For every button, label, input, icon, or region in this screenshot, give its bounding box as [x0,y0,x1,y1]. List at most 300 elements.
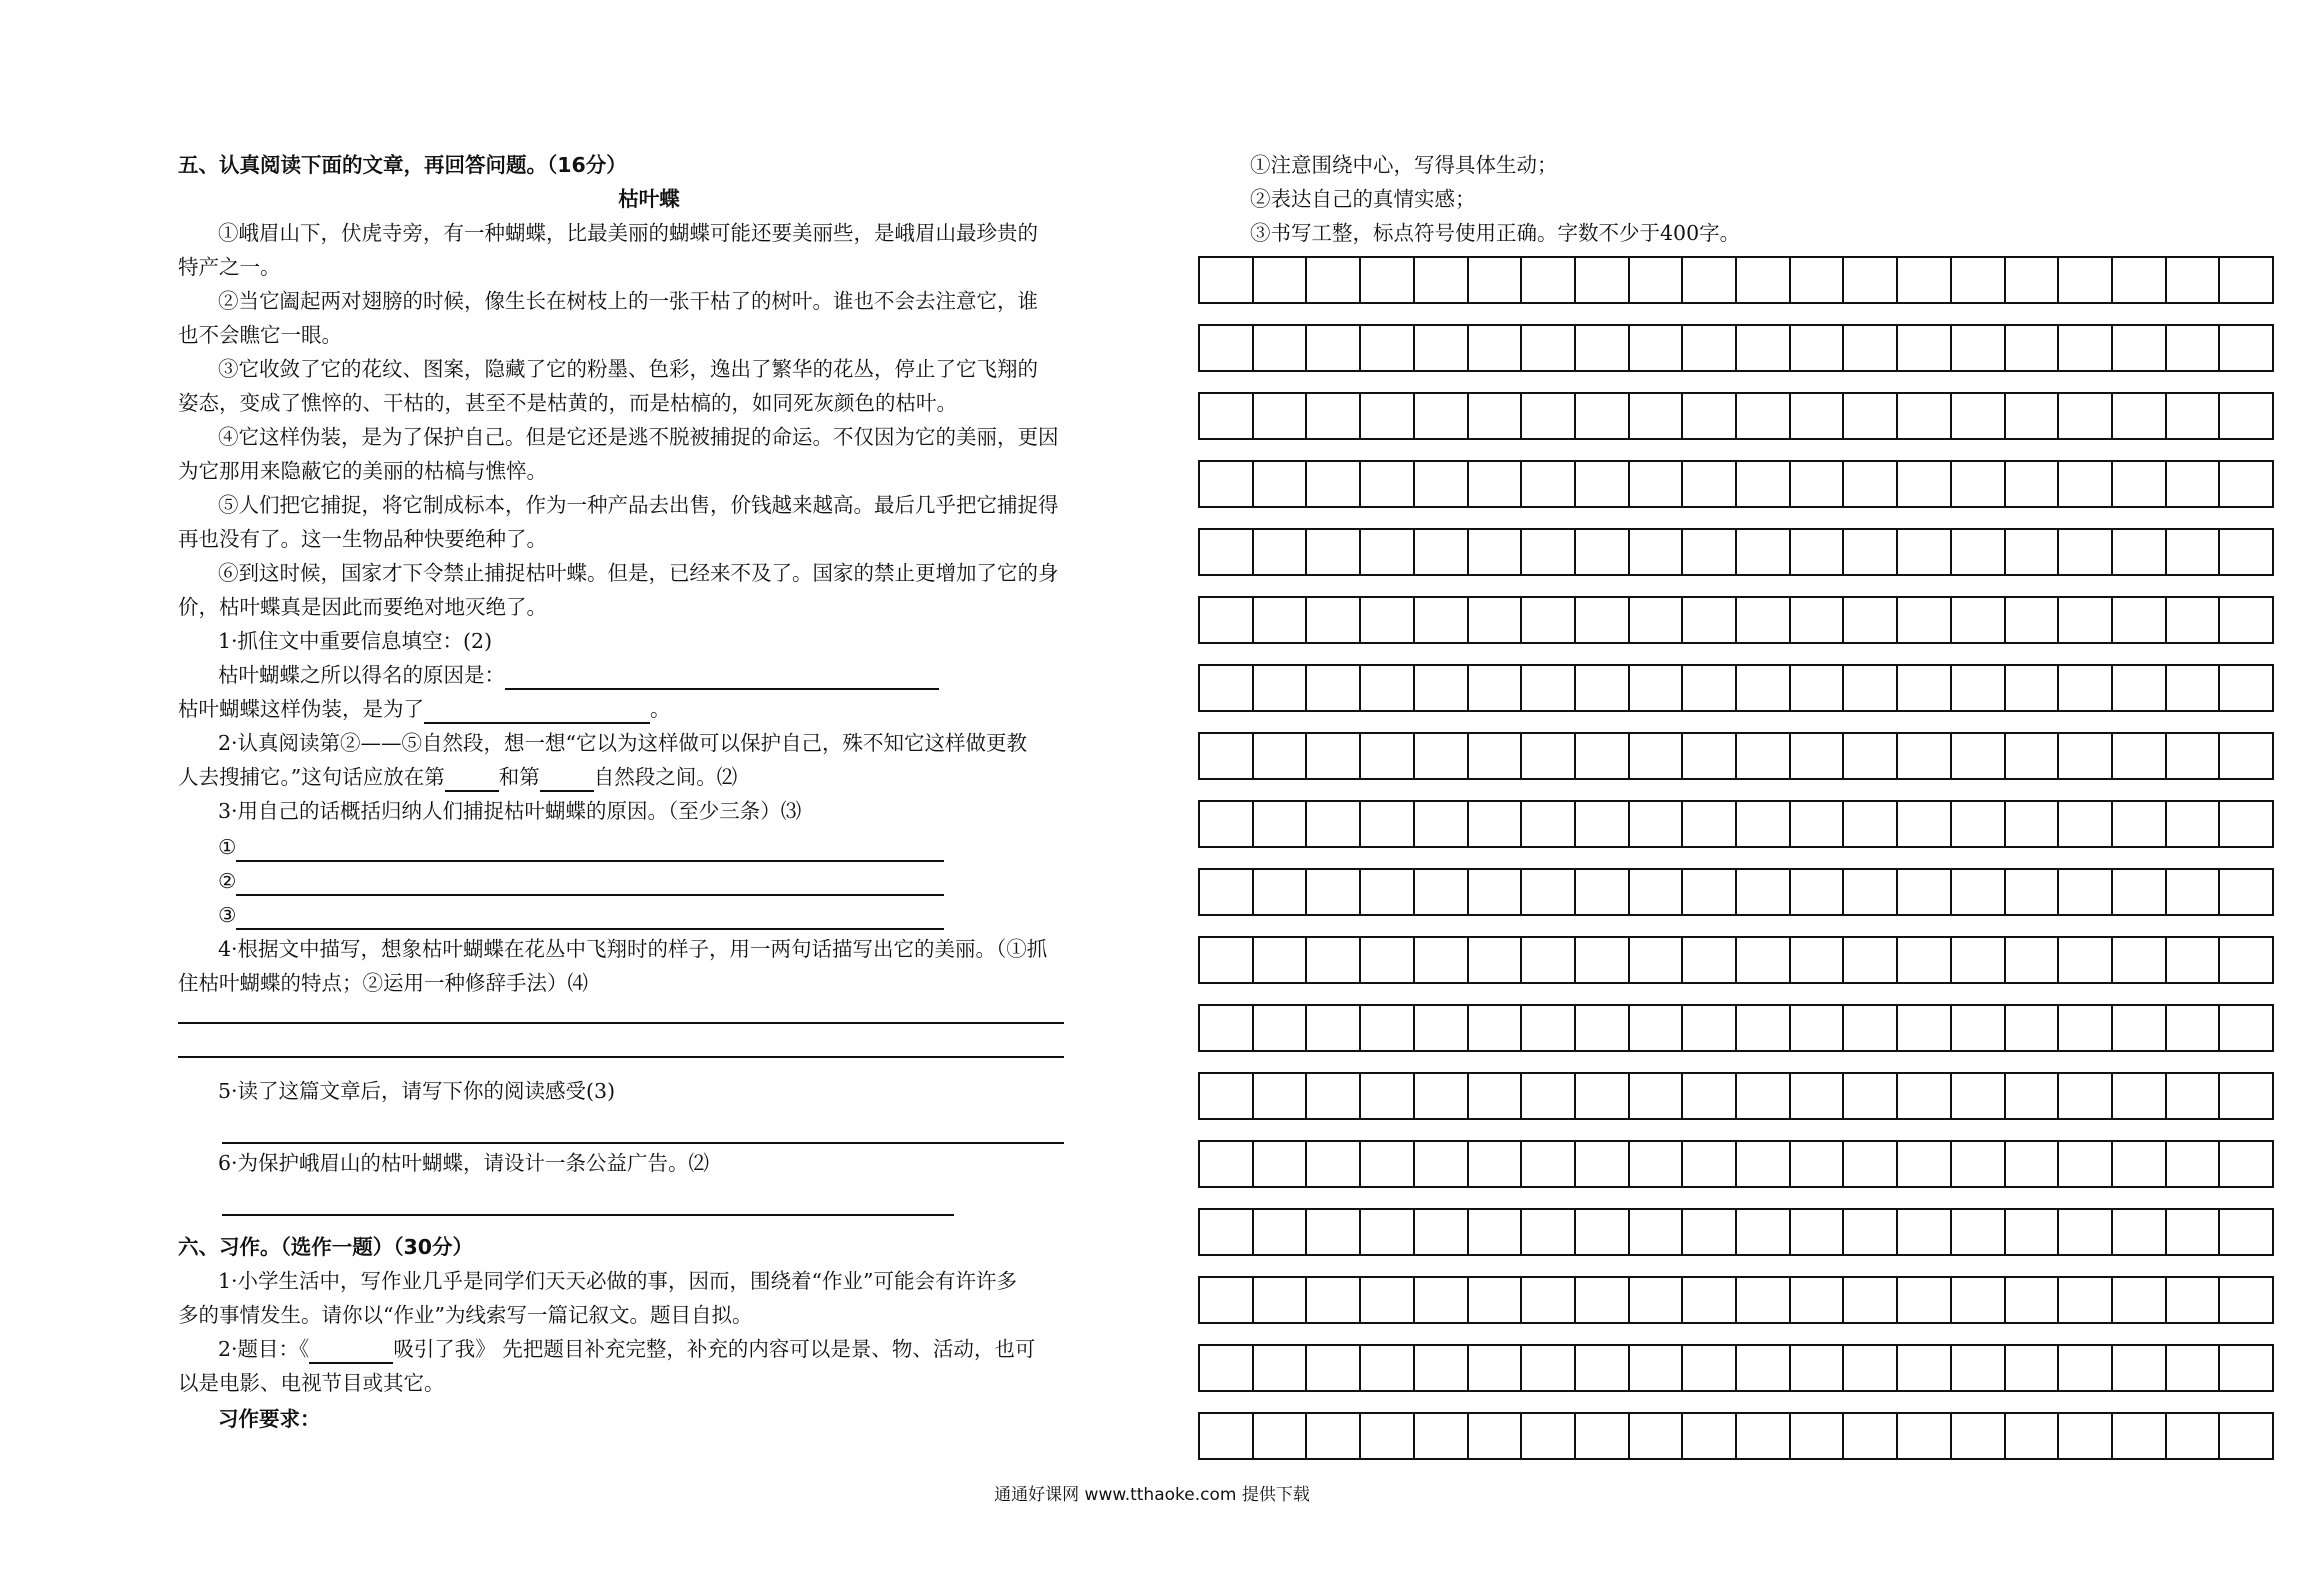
grid-cell[interactable] [1576,530,1630,574]
grid-cell[interactable] [1630,326,1684,370]
grid-cell[interactable] [1415,938,1469,982]
grid-cell[interactable] [1952,1074,2006,1118]
grid-cell[interactable] [2220,258,2272,302]
grid-cell[interactable] [1522,1346,1576,1390]
grid-cell[interactable] [1737,1006,1791,1050]
grid-cell[interactable] [2167,938,2221,982]
grid-cell[interactable] [2167,1278,2221,1322]
grid-cell[interactable] [1469,1210,1523,1254]
grid-cell[interactable] [1898,1346,1952,1390]
grid-cell[interactable] [1898,1074,1952,1118]
grid-cell[interactable] [1200,1006,1254,1050]
grid-cell[interactable] [1307,1142,1361,1186]
grid-cell[interactable] [1683,1346,1737,1390]
grid-cell[interactable] [2113,1346,2167,1390]
grid-cell[interactable] [1630,938,1684,982]
grid-cell[interactable] [1737,598,1791,642]
grid-cell[interactable] [1576,1346,1630,1390]
grid-cell[interactable] [1307,258,1361,302]
grid-cell[interactable] [2167,462,2221,506]
answer-blank[interactable] [445,768,499,792]
grid-cell[interactable] [2059,394,2113,438]
grid-cell[interactable] [1307,1074,1361,1118]
grid-cell[interactable] [1844,598,1898,642]
grid-cell[interactable] [1737,1278,1791,1322]
grid-cell[interactable] [1898,394,1952,438]
grid-cell[interactable] [1361,462,1415,506]
grid-cell[interactable] [2113,1006,2167,1050]
grid-cell[interactable] [1307,938,1361,982]
grid-cell[interactable] [2006,734,2060,778]
grid-cell[interactable] [2006,598,2060,642]
grid-cell[interactable] [1844,530,1898,574]
grid-cell[interactable] [2006,1006,2060,1050]
grid-cell[interactable] [2167,1414,2221,1458]
grid-cell[interactable] [1576,1278,1630,1322]
grid-cell[interactable] [1469,394,1523,438]
grid-cell[interactable] [2006,870,2060,914]
grid-cell[interactable] [1254,1142,1308,1186]
grid-cell[interactable] [1844,326,1898,370]
grid-cell[interactable] [1254,802,1308,846]
grid-cell[interactable] [1522,1142,1576,1186]
grid-cell[interactable] [1898,1414,1952,1458]
grid-cell[interactable] [1952,394,2006,438]
grid-cell[interactable] [1200,1142,1254,1186]
grid-cell[interactable] [1737,938,1791,982]
grid-cell[interactable] [1683,1414,1737,1458]
grid-cell[interactable] [1898,1278,1952,1322]
grid-cell[interactable] [1307,1210,1361,1254]
grid-cell[interactable] [1415,258,1469,302]
grid-cell[interactable] [2059,734,2113,778]
grid-cell[interactable] [1469,666,1523,710]
grid-cell[interactable] [1522,530,1576,574]
grid-cell[interactable] [1469,326,1523,370]
grid-cell[interactable] [1522,462,1576,506]
grid-cell[interactable] [1791,258,1845,302]
grid-cell[interactable] [1576,938,1630,982]
grid-cell[interactable] [1522,1278,1576,1322]
grid-cell[interactable] [2113,870,2167,914]
grid-cell[interactable] [2113,734,2167,778]
grid-cell[interactable] [1254,598,1308,642]
grid-cell[interactable] [1737,1142,1791,1186]
grid-cell[interactable] [1737,734,1791,778]
grid-cell[interactable] [2113,1278,2167,1322]
grid-cell[interactable] [1630,1074,1684,1118]
grid-cell[interactable] [1683,802,1737,846]
grid-cell[interactable] [2220,598,2272,642]
grid-cell[interactable] [1898,802,1952,846]
grid-cell[interactable] [2006,1074,2060,1118]
grid-cell[interactable] [2006,802,2060,846]
grid-cell[interactable] [1844,870,1898,914]
grid-cell[interactable] [1307,870,1361,914]
grid-cell[interactable] [1200,666,1254,710]
grid-cell[interactable] [2167,734,2221,778]
grid-cell[interactable] [1576,394,1630,438]
grid-cell[interactable] [1361,1414,1415,1458]
grid-cell[interactable] [1254,870,1308,914]
grid-cell[interactable] [2167,1006,2221,1050]
grid-cell[interactable] [1683,1142,1737,1186]
grid-cell[interactable] [1683,870,1737,914]
grid-cell[interactable] [1576,598,1630,642]
grid-cell[interactable] [1737,802,1791,846]
answer-line[interactable] [178,1056,1064,1058]
grid-cell[interactable] [1307,1006,1361,1050]
grid-cell[interactable] [1254,1414,1308,1458]
grid-cell[interactable] [1791,870,1845,914]
answer-blank[interactable] [540,768,594,792]
grid-cell[interactable] [1683,1006,1737,1050]
grid-cell[interactable] [1469,1142,1523,1186]
grid-cell[interactable] [1307,598,1361,642]
grid-cell[interactable] [1791,1210,1845,1254]
grid-cell[interactable] [1844,1074,1898,1118]
grid-cell[interactable] [1469,1006,1523,1050]
grid-cell[interactable] [1200,802,1254,846]
grid-cell[interactable] [2006,666,2060,710]
grid-cell[interactable] [1952,258,2006,302]
grid-cell[interactable] [2113,1074,2167,1118]
grid-cell[interactable] [1307,530,1361,574]
grid-cell[interactable] [1630,1414,1684,1458]
grid-cell[interactable] [2113,1210,2167,1254]
grid-cell[interactable] [1361,1074,1415,1118]
grid-cell[interactable] [1952,938,2006,982]
grid-cell[interactable] [2167,1074,2221,1118]
grid-cell[interactable] [1683,598,1737,642]
grid-cell[interactable] [2006,938,2060,982]
grid-cell[interactable] [2113,598,2167,642]
grid-cell[interactable] [1415,394,1469,438]
grid-cell[interactable] [2006,394,2060,438]
grid-cell[interactable] [1683,462,1737,506]
grid-cell[interactable] [1415,870,1469,914]
grid-cell[interactable] [1737,326,1791,370]
grid-cell[interactable] [2167,394,2221,438]
grid-cell[interactable] [1254,1278,1308,1322]
grid-cell[interactable] [1522,1210,1576,1254]
grid-cell[interactable] [1522,326,1576,370]
grid-cell[interactable] [1737,1414,1791,1458]
grid-cell[interactable] [2113,326,2167,370]
grid-cell[interactable] [1576,1414,1630,1458]
grid-cell[interactable] [1254,938,1308,982]
grid-cell[interactable] [1576,1074,1630,1118]
grid-cell[interactable] [1898,1142,1952,1186]
grid-cell[interactable] [1844,1346,1898,1390]
grid-cell[interactable] [2059,1278,2113,1322]
grid-cell[interactable] [1415,666,1469,710]
grid-cell[interactable] [2006,1414,2060,1458]
grid-cell[interactable] [1952,326,2006,370]
grid-cell[interactable] [1791,1346,1845,1390]
grid-cell[interactable] [2220,1278,2272,1322]
answer-blank[interactable] [236,872,944,896]
grid-cell[interactable] [1361,938,1415,982]
grid-cell[interactable] [1630,1346,1684,1390]
grid-cell[interactable] [2220,870,2272,914]
grid-cell[interactable] [1737,258,1791,302]
grid-cell[interactable] [1737,1210,1791,1254]
grid-cell[interactable] [1576,1006,1630,1050]
grid-cell[interactable] [1576,1210,1630,1254]
grid-cell[interactable] [1791,462,1845,506]
grid-cell[interactable] [2220,802,2272,846]
grid-cell[interactable] [1737,394,1791,438]
grid-cell[interactable] [1415,1006,1469,1050]
grid-cell[interactable] [1791,1414,1845,1458]
grid-cell[interactable] [2113,1142,2167,1186]
grid-cell[interactable] [2167,598,2221,642]
grid-cell[interactable] [2059,802,2113,846]
grid-cell[interactable] [1200,258,1254,302]
grid-cell[interactable] [2113,530,2167,574]
grid-cell[interactable] [1898,530,1952,574]
grid-cell[interactable] [1791,530,1845,574]
grid-cell[interactable] [1415,326,1469,370]
grid-cell[interactable] [2167,1142,2221,1186]
grid-cell[interactable] [1361,870,1415,914]
grid-cell[interactable] [1737,870,1791,914]
grid-cell[interactable] [1522,394,1576,438]
grid-cell[interactable] [2059,326,2113,370]
grid-cell[interactable] [1469,1074,1523,1118]
grid-cell[interactable] [1576,326,1630,370]
grid-cell[interactable] [1200,530,1254,574]
grid-cell[interactable] [1469,1278,1523,1322]
grid-cell[interactable] [1576,1142,1630,1186]
answer-blank[interactable] [236,906,944,930]
grid-cell[interactable] [1683,666,1737,710]
grid-cell[interactable] [1791,1278,1845,1322]
grid-cell[interactable] [1844,1142,1898,1186]
grid-cell[interactable] [1254,1210,1308,1254]
grid-cell[interactable] [1683,938,1737,982]
grid-cell[interactable] [2006,462,2060,506]
grid-cell[interactable] [1361,258,1415,302]
grid-cell[interactable] [1307,1346,1361,1390]
grid-cell[interactable] [2006,258,2060,302]
grid-cell[interactable] [1307,1278,1361,1322]
grid-cell[interactable] [1361,530,1415,574]
grid-cell[interactable] [1630,258,1684,302]
grid-cell[interactable] [2059,870,2113,914]
grid-cell[interactable] [1952,1414,2006,1458]
grid-cell[interactable] [1254,734,1308,778]
grid-cell[interactable] [2220,938,2272,982]
grid-cell[interactable] [1469,1414,1523,1458]
grid-cell[interactable] [1630,394,1684,438]
grid-cell[interactable] [1630,1278,1684,1322]
grid-cell[interactable] [1630,734,1684,778]
grid-cell[interactable] [1361,1006,1415,1050]
grid-cell[interactable] [1898,258,1952,302]
grid-cell[interactable] [1522,1074,1576,1118]
grid-cell[interactable] [1683,734,1737,778]
grid-cell[interactable] [1576,734,1630,778]
grid-cell[interactable] [1683,1074,1737,1118]
grid-cell[interactable] [2113,462,2167,506]
grid-cell[interactable] [1361,802,1415,846]
grid-cell[interactable] [2059,1074,2113,1118]
grid-cell[interactable] [1683,1278,1737,1322]
grid-cell[interactable] [2113,1414,2167,1458]
grid-cell[interactable] [1791,666,1845,710]
grid-cell[interactable] [1898,666,1952,710]
grid-cell[interactable] [1630,666,1684,710]
grid-cell[interactable] [1361,666,1415,710]
grid-cell[interactable] [1791,1142,1845,1186]
grid-cell[interactable] [1361,394,1415,438]
grid-cell[interactable] [1522,734,1576,778]
grid-cell[interactable] [2059,1006,2113,1050]
answer-line[interactable] [222,1214,954,1216]
grid-cell[interactable] [1844,462,1898,506]
grid-cell[interactable] [1952,802,2006,846]
grid-cell[interactable] [1200,1346,1254,1390]
grid-cell[interactable] [1469,258,1523,302]
grid-cell[interactable] [1952,1278,2006,1322]
grid-cell[interactable] [1361,1142,1415,1186]
grid-cell[interactable] [1200,598,1254,642]
grid-cell[interactable] [1952,462,2006,506]
grid-cell[interactable] [1415,1278,1469,1322]
grid-cell[interactable] [2167,802,2221,846]
grid-cell[interactable] [1469,734,1523,778]
grid-cell[interactable] [1898,326,1952,370]
grid-cell[interactable] [1737,1074,1791,1118]
grid-cell[interactable] [2220,462,2272,506]
grid-cell[interactable] [1254,530,1308,574]
answer-blank[interactable] [236,838,944,862]
grid-cell[interactable] [2006,1142,2060,1186]
grid-cell[interactable] [1844,734,1898,778]
grid-cell[interactable] [2059,598,2113,642]
grid-cell[interactable] [1522,938,1576,982]
grid-cell[interactable] [2220,666,2272,710]
grid-cell[interactable] [1952,666,2006,710]
grid-cell[interactable] [2220,394,2272,438]
grid-cell[interactable] [1200,326,1254,370]
grid-cell[interactable] [1952,598,2006,642]
grid-cell[interactable] [1791,394,1845,438]
grid-cell[interactable] [2167,666,2221,710]
grid-cell[interactable] [1254,326,1308,370]
grid-cell[interactable] [2059,938,2113,982]
grid-cell[interactable] [1469,598,1523,642]
grid-cell[interactable] [2220,326,2272,370]
grid-cell[interactable] [2220,1346,2272,1390]
grid-cell[interactable] [1844,258,1898,302]
grid-cell[interactable] [1522,258,1576,302]
grid-cell[interactable] [1791,1074,1845,1118]
grid-cell[interactable] [1630,530,1684,574]
grid-cell[interactable] [1898,734,1952,778]
grid-cell[interactable] [1415,1346,1469,1390]
grid-cell[interactable] [1844,666,1898,710]
grid-cell[interactable] [1952,1142,2006,1186]
grid-cell[interactable] [1361,1346,1415,1390]
grid-cell[interactable] [2059,1346,2113,1390]
grid-cell[interactable] [1844,938,1898,982]
grid-cell[interactable] [1469,1346,1523,1390]
grid-cell[interactable] [2167,1210,2221,1254]
grid-cell[interactable] [1791,734,1845,778]
grid-cell[interactable] [2059,1210,2113,1254]
grid-cell[interactable] [1898,938,1952,982]
grid-cell[interactable] [1576,666,1630,710]
grid-cell[interactable] [1898,598,1952,642]
grid-cell[interactable] [2220,1414,2272,1458]
grid-cell[interactable] [1683,258,1737,302]
grid-cell[interactable] [1952,870,2006,914]
grid-cell[interactable] [2006,326,2060,370]
grid-cell[interactable] [2059,530,2113,574]
grid-cell[interactable] [1737,530,1791,574]
grid-cell[interactable] [2113,258,2167,302]
grid-cell[interactable] [1415,530,1469,574]
grid-cell[interactable] [1200,1074,1254,1118]
grid-cell[interactable] [1791,326,1845,370]
grid-cell[interactable] [1630,1210,1684,1254]
grid-cell[interactable] [1307,394,1361,438]
grid-cell[interactable] [1415,462,1469,506]
grid-cell[interactable] [1415,598,1469,642]
grid-cell[interactable] [2059,258,2113,302]
grid-cell[interactable] [1576,870,1630,914]
grid-cell[interactable] [1254,666,1308,710]
grid-cell[interactable] [1415,1074,1469,1118]
grid-cell[interactable] [1576,258,1630,302]
grid-cell[interactable] [1307,666,1361,710]
grid-cell[interactable] [1683,1210,1737,1254]
grid-cell[interactable] [1791,938,1845,982]
grid-cell[interactable] [1254,1074,1308,1118]
grid-cell[interactable] [1737,462,1791,506]
grid-cell[interactable] [2059,1142,2113,1186]
grid-cell[interactable] [1844,1278,1898,1322]
grid-cell[interactable] [1254,1006,1308,1050]
answer-blank[interactable] [505,666,939,690]
grid-cell[interactable] [1254,394,1308,438]
grid-cell[interactable] [1791,598,1845,642]
grid-cell[interactable] [1361,1278,1415,1322]
grid-cell[interactable] [2113,938,2167,982]
grid-cell[interactable] [1844,1414,1898,1458]
grid-cell[interactable] [1200,734,1254,778]
grid-cell[interactable] [1522,1414,1576,1458]
grid-cell[interactable] [1307,326,1361,370]
grid-cell[interactable] [2220,734,2272,778]
grid-cell[interactable] [1307,734,1361,778]
grid-cell[interactable] [1522,666,1576,710]
grid-cell[interactable] [1791,1006,1845,1050]
grid-cell[interactable] [1200,938,1254,982]
grid-cell[interactable] [1898,1210,1952,1254]
grid-cell[interactable] [2006,1278,2060,1322]
grid-cell[interactable] [1952,1210,2006,1254]
grid-cell[interactable] [2220,1142,2272,1186]
grid-cell[interactable] [1254,1346,1308,1390]
grid-cell[interactable] [1415,802,1469,846]
answer-line[interactable] [222,1142,1064,1144]
grid-cell[interactable] [1683,394,1737,438]
grid-cell[interactable] [1361,326,1415,370]
